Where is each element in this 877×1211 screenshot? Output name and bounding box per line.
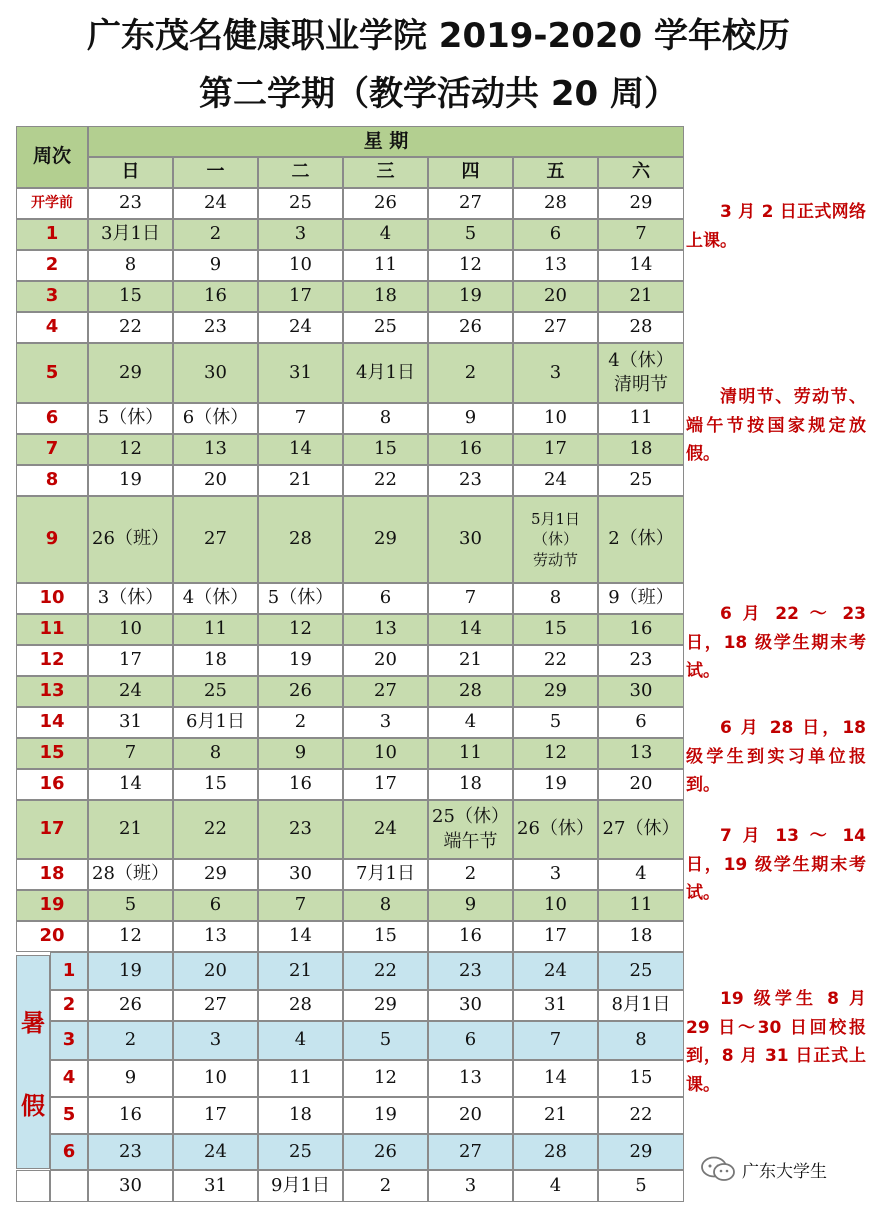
- week-header: 周次: [16, 126, 88, 188]
- day-cell: 13: [513, 250, 598, 281]
- day-cell: 30: [598, 676, 684, 707]
- day-cell: 15: [598, 1060, 684, 1097]
- day-cell: 5: [598, 1170, 684, 1202]
- day-cell: 29: [343, 990, 428, 1021]
- week-number: 15: [16, 738, 88, 769]
- week-number: 4: [16, 312, 88, 343]
- note-18-exams: 6 月 22 ～ 23 日，18 级学生期末考试。: [686, 604, 866, 682]
- day-cell: 24: [173, 188, 258, 219]
- day-cell: 6: [428, 1021, 513, 1060]
- day-cell: 13: [173, 434, 258, 465]
- day-cell: 28（班）: [88, 859, 173, 890]
- day-cell: 3（休）: [88, 583, 173, 614]
- day-cell: 26: [88, 990, 173, 1021]
- day-cell: 8: [343, 890, 428, 921]
- summer-week-number: 2: [50, 990, 88, 1021]
- day-cell: 17: [513, 434, 598, 465]
- week-number: 7: [16, 434, 88, 465]
- day-cell: 26（班）: [88, 496, 173, 583]
- day-name-header: 六: [598, 157, 684, 188]
- day-cell: 27: [173, 990, 258, 1021]
- day-cell: 20: [513, 281, 598, 312]
- day-cell: 27: [428, 188, 513, 219]
- day-cell: 9: [428, 403, 513, 434]
- note-online-class: 3 月 2 日正式网络上课。: [686, 202, 866, 251]
- week-number: 1: [16, 219, 88, 250]
- summer-week-number: 1: [50, 952, 88, 990]
- day-cell: 13: [343, 614, 428, 645]
- day-cell: 16: [88, 1097, 173, 1134]
- day-cell: 4月1日: [343, 343, 428, 403]
- day-cell: 18: [428, 769, 513, 800]
- day-cell: 11: [428, 738, 513, 769]
- day-cell: 24: [258, 312, 343, 343]
- day-cell: 3: [513, 859, 598, 890]
- day-cell: 19: [88, 952, 173, 990]
- day-cell: 26: [343, 1134, 428, 1170]
- day-cell: 9月1日: [258, 1170, 343, 1202]
- watermark: [700, 1156, 827, 1182]
- day-cell: 7: [598, 219, 684, 250]
- day-cell: 5: [88, 890, 173, 921]
- day-cell: 4: [343, 219, 428, 250]
- week-number: 19: [16, 890, 88, 921]
- day-cell: 23: [173, 312, 258, 343]
- day-cell: 21: [258, 952, 343, 990]
- day-cell: 18: [598, 434, 684, 465]
- day-cell: 15: [173, 769, 258, 800]
- summer-label-char-2: 假: [21, 1091, 45, 1120]
- day-cell: 7: [88, 738, 173, 769]
- day-cell: 5月1日 （休） 劳动节: [513, 496, 598, 583]
- day-cell: 5（休）: [88, 403, 173, 434]
- day-cell: 9: [258, 738, 343, 769]
- day-cell: 20: [173, 465, 258, 496]
- day-cell: 18: [598, 921, 684, 952]
- day-cell: 21: [88, 800, 173, 859]
- day-cell: 22: [513, 645, 598, 676]
- day-cell: 2: [258, 707, 343, 738]
- week-number: 6: [16, 403, 88, 434]
- day-cell: 8: [88, 250, 173, 281]
- day-cell: 21: [428, 645, 513, 676]
- week-number: 8: [16, 465, 88, 496]
- day-cell: 22: [88, 312, 173, 343]
- day-cell: 17: [173, 1097, 258, 1134]
- day-cell: 11: [258, 1060, 343, 1097]
- day-cell: 28: [513, 188, 598, 219]
- day-cell: 4: [598, 859, 684, 890]
- day-cell: 22: [598, 1097, 684, 1134]
- summer-week-number: 6: [50, 1134, 88, 1170]
- day-cell: 25（休） 端午节: [428, 800, 513, 859]
- day-cell: 19: [343, 1097, 428, 1134]
- day-cell: 30: [88, 1170, 173, 1202]
- wechat-icon: [700, 1156, 736, 1182]
- day-cell: 24: [173, 1134, 258, 1170]
- day-cell: 16: [428, 921, 513, 952]
- day-cell: 4: [513, 1170, 598, 1202]
- day-cell: 13: [173, 921, 258, 952]
- summer-label-char-1: 暑: [21, 1009, 45, 1038]
- week-number: 14: [16, 707, 88, 738]
- day-cell: 10: [258, 250, 343, 281]
- day-cell: 8月1日: [598, 990, 684, 1021]
- day-cell: 24: [343, 800, 428, 859]
- day-cell: 6: [343, 583, 428, 614]
- day-cell: 25: [258, 188, 343, 219]
- summer-label-blank: [16, 1170, 50, 1202]
- day-cell: 27: [173, 496, 258, 583]
- day-cell: 4（休）: [173, 583, 258, 614]
- day-cell: 15: [343, 921, 428, 952]
- day-cell: 27（休）: [598, 800, 684, 859]
- day-cell: 25: [173, 676, 258, 707]
- day-cell: 24: [513, 952, 598, 990]
- day-cell: 15: [88, 281, 173, 312]
- day-cell: 28: [428, 676, 513, 707]
- day-cell: 6: [173, 890, 258, 921]
- day-cell: 16: [598, 614, 684, 645]
- week-number: 12: [16, 645, 88, 676]
- page-subtitle: 第二学期（教学活动共 20 周）: [199, 74, 678, 114]
- day-cell: 21: [513, 1097, 598, 1134]
- day-cell: 20: [598, 769, 684, 800]
- week-number: 18: [16, 859, 88, 890]
- day-cell: 7月1日: [343, 859, 428, 890]
- day-cell: 23: [88, 188, 173, 219]
- day-cell: 12: [88, 434, 173, 465]
- day-cell: 5: [513, 707, 598, 738]
- day-cell: 9: [88, 1060, 173, 1097]
- day-cell: 29: [343, 496, 428, 583]
- day-cell: 31: [88, 707, 173, 738]
- day-cell: 23: [598, 645, 684, 676]
- week-number: 16: [16, 769, 88, 800]
- day-cell: 19: [428, 281, 513, 312]
- day-cell: 11: [173, 614, 258, 645]
- day-cell: 16: [173, 281, 258, 312]
- day-cell: 19: [88, 465, 173, 496]
- day-cell: 7: [258, 890, 343, 921]
- day-cell: 14: [598, 250, 684, 281]
- day-cell: 22: [343, 465, 428, 496]
- day-cell: 24: [88, 676, 173, 707]
- day-cell: 23: [88, 1134, 173, 1170]
- day-cell: 31: [258, 343, 343, 403]
- day-cell: 23: [428, 952, 513, 990]
- note-19-return: 19 级学生 8 月 29 日～30 日回校报到，8 月 31 日正式上课。: [686, 989, 866, 1095]
- day-cell: 2: [173, 219, 258, 250]
- day-cell: 16: [258, 769, 343, 800]
- day-cell: 9: [428, 890, 513, 921]
- day-cell: 18: [258, 1097, 343, 1134]
- day-cell: 25: [343, 312, 428, 343]
- day-cell: 4: [258, 1021, 343, 1060]
- day-cell: 10: [88, 614, 173, 645]
- week-number: 11: [16, 614, 88, 645]
- day-cell: 16: [428, 434, 513, 465]
- day-cell: 26: [343, 188, 428, 219]
- day-cell: 30: [428, 990, 513, 1021]
- day-cell: 25: [598, 465, 684, 496]
- day-cell: 22: [173, 800, 258, 859]
- day-cell: 6月1日: [173, 707, 258, 738]
- day-cell: 3: [343, 707, 428, 738]
- day-cell: 31: [513, 990, 598, 1021]
- day-cell: 14: [428, 614, 513, 645]
- day-cell: 7: [428, 583, 513, 614]
- day-cell: 10: [513, 403, 598, 434]
- note-18-internship: 6 月 28 日，18 级学生到实习单位报到。: [686, 718, 866, 796]
- day-cell: 13: [428, 1060, 513, 1097]
- day-cell: 6: [513, 219, 598, 250]
- day-cell: 19: [513, 769, 598, 800]
- day-cell: 14: [258, 434, 343, 465]
- day-cell: 29: [598, 1134, 684, 1170]
- day-cell: 31: [173, 1170, 258, 1202]
- day-cell: 12: [88, 921, 173, 952]
- day-name-header: 日: [88, 157, 173, 188]
- day-cell: 30: [428, 496, 513, 583]
- day-cell: 20: [428, 1097, 513, 1134]
- summer-week-number: 4: [50, 1060, 88, 1097]
- day-name-header: 一: [173, 157, 258, 188]
- day-name-header: 五: [513, 157, 598, 188]
- day-cell: 23: [428, 465, 513, 496]
- day-cell: 30: [173, 343, 258, 403]
- page-title: 广东茂名健康职业学院 2019-2020 学年校历: [86, 16, 791, 56]
- day-cell: 28: [258, 990, 343, 1021]
- week-number: 13: [16, 676, 88, 707]
- day-cell: 5: [343, 1021, 428, 1060]
- day-cell: 26: [258, 676, 343, 707]
- day-cell: 2: [428, 859, 513, 890]
- day-cell: 20: [173, 952, 258, 990]
- summer-vacation-label: [16, 955, 50, 1169]
- day-cell: 26（休）: [513, 800, 598, 859]
- week-number: 5: [16, 343, 88, 403]
- week-number: 9: [16, 496, 88, 583]
- day-cell: 3: [173, 1021, 258, 1060]
- day-cell: 29: [173, 859, 258, 890]
- day-cell: 10: [513, 890, 598, 921]
- day-cell: 29: [598, 188, 684, 219]
- day-cell: 19: [258, 645, 343, 676]
- day-cell: 10: [173, 1060, 258, 1097]
- day-cell: 28: [598, 312, 684, 343]
- day-cell: 27: [343, 676, 428, 707]
- day-cell: 7: [258, 403, 343, 434]
- day-cell: 23: [258, 800, 343, 859]
- day-cell: 6: [598, 707, 684, 738]
- day-cell: 3月1日: [88, 219, 173, 250]
- day-cell: 8: [343, 403, 428, 434]
- day-cell: 28: [258, 496, 343, 583]
- day-cell: 11: [598, 403, 684, 434]
- day-cell: 17: [258, 281, 343, 312]
- day-cell: 29: [513, 676, 598, 707]
- day-cell: 2: [343, 1170, 428, 1202]
- week-number: 2: [16, 250, 88, 281]
- day-cell: 18: [343, 281, 428, 312]
- week-number: 17: [16, 800, 88, 859]
- day-cell: 2: [88, 1021, 173, 1060]
- day-cell: 26: [428, 312, 513, 343]
- day-cell: 12: [258, 614, 343, 645]
- day-cell: 21: [598, 281, 684, 312]
- day-cell: 17: [513, 921, 598, 952]
- day-cell: 27: [513, 312, 598, 343]
- day-cell: 3: [513, 343, 598, 403]
- day-name-header: 三: [343, 157, 428, 188]
- day-name-header: 二: [258, 157, 343, 188]
- day-cell: 10: [343, 738, 428, 769]
- day-cell: 18: [173, 645, 258, 676]
- week-number: 20: [16, 921, 88, 952]
- day-cell: 2: [428, 343, 513, 403]
- day-cell: 8: [173, 738, 258, 769]
- day-cell: 5（休）: [258, 583, 343, 614]
- day-cell: 3: [428, 1170, 513, 1202]
- note-19-exams: 7 月 13 ～ 14 日，19 级学生期末考试。: [686, 826, 866, 904]
- day-cell: 5: [428, 219, 513, 250]
- week-number: 10: [16, 583, 88, 614]
- day-cell: 21: [258, 465, 343, 496]
- day-cell: 7: [513, 1021, 598, 1060]
- day-cell: 25: [598, 952, 684, 990]
- day-cell: 14: [513, 1060, 598, 1097]
- day-cell: 4: [428, 707, 513, 738]
- day-cell: 22: [343, 952, 428, 990]
- summer-week-number: [50, 1170, 88, 1202]
- day-cell: 25: [258, 1134, 343, 1170]
- summer-week-number: 3: [50, 1021, 88, 1060]
- day-cell: 14: [258, 921, 343, 952]
- weekday-header: 星 期: [88, 126, 684, 157]
- day-cell: 12: [513, 738, 598, 769]
- day-cell: 12: [428, 250, 513, 281]
- day-cell: 8: [598, 1021, 684, 1060]
- day-cell: 30: [258, 859, 343, 890]
- day-cell: 28: [513, 1134, 598, 1170]
- day-cell: 11: [343, 250, 428, 281]
- week-number: 开学前: [16, 188, 88, 219]
- day-cell: 13: [598, 738, 684, 769]
- day-cell: 27: [428, 1134, 513, 1170]
- note-holidays: 清明节、劳动节、端午节按国家规定放假。: [686, 387, 866, 465]
- week-number: 3: [16, 281, 88, 312]
- watermark-text: 广东大学生: [742, 1161, 827, 1182]
- day-cell: 29: [88, 343, 173, 403]
- day-cell: 17: [343, 769, 428, 800]
- day-cell: 3: [258, 219, 343, 250]
- day-cell: 20: [343, 645, 428, 676]
- day-cell: 15: [343, 434, 428, 465]
- day-cell: 14: [88, 769, 173, 800]
- day-cell: 2（休）: [598, 496, 684, 583]
- day-cell: 9（班）: [598, 583, 684, 614]
- summer-week-number: 5: [50, 1097, 88, 1134]
- day-cell: 4（休） 清明节: [598, 343, 684, 403]
- day-cell: 17: [88, 645, 173, 676]
- day-cell: 15: [513, 614, 598, 645]
- day-name-header: 四: [428, 157, 513, 188]
- day-cell: 11: [598, 890, 684, 921]
- day-cell: 24: [513, 465, 598, 496]
- day-cell: 8: [513, 583, 598, 614]
- day-cell: 12: [343, 1060, 428, 1097]
- day-cell: 6（休）: [173, 403, 258, 434]
- day-cell: 9: [173, 250, 258, 281]
